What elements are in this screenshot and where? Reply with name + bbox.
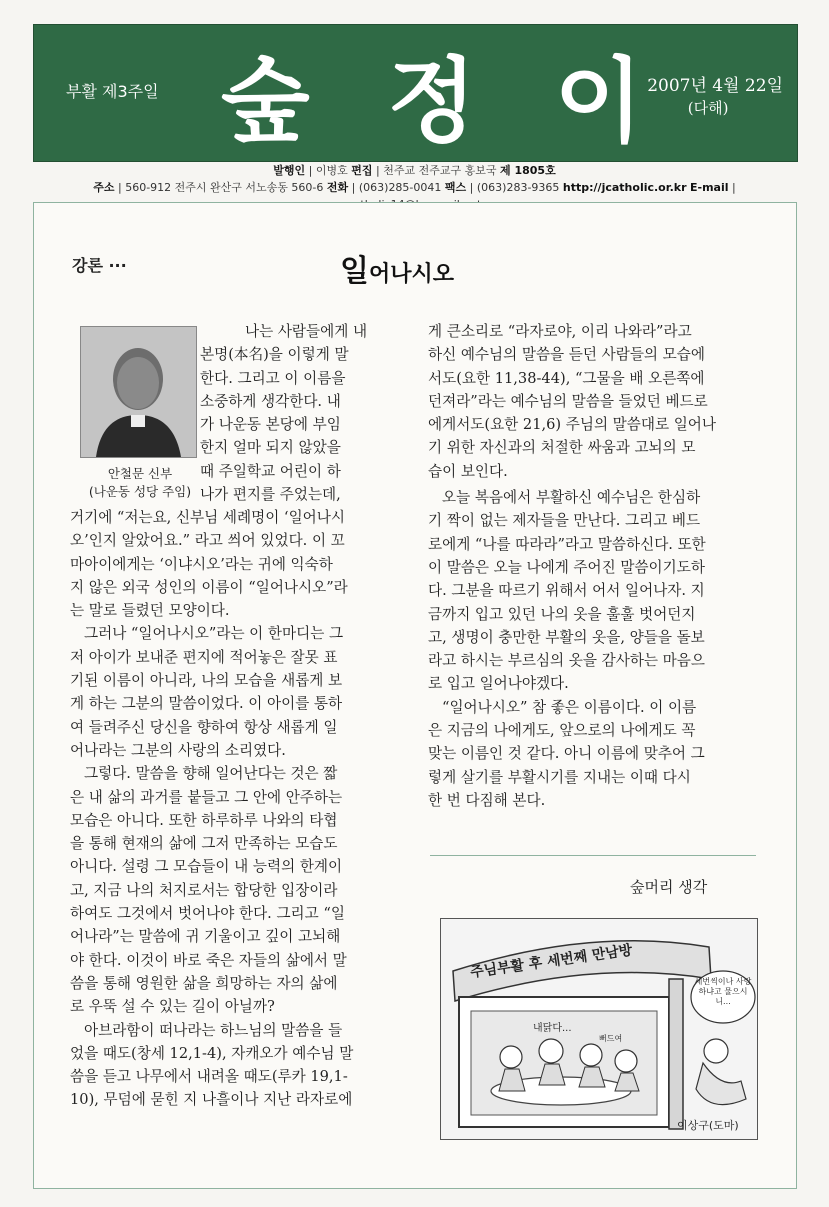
- author-portrait-icon: [81, 327, 196, 457]
- right-column: [428, 320, 758, 812]
- text-line: 다. 그분을 따르기 위해서 어서 일어나자. 지: [428, 582, 705, 600]
- text-line: 가 나운동 본당에 부임: [200, 416, 341, 434]
- text-line: 아브라함이 떠나라는 하느님의 말씀을 들: [84, 1021, 343, 1039]
- text-line: 그러나 “일어나시오”라는 이 한마디는 그: [84, 625, 344, 643]
- text-line: 서도(요한 11,38-44), “그물을 배 오른쪽에: [428, 369, 705, 387]
- text-line: 로 입고 일어나야겠다.: [428, 675, 569, 693]
- text-line: 로에게 “나를 따라라”라고 말씀하신다. 또한: [428, 535, 706, 553]
- email-label: E-mail: [690, 181, 729, 194]
- text-line: 10), 무덤에 묻힌 지 나흘이나 지난 라자로에: [70, 1091, 353, 1109]
- masthead: [33, 24, 798, 162]
- left-column-wrap: [200, 320, 390, 506]
- text-line: 오늘 복음에서 부활하신 예수님은 한심하: [442, 489, 701, 507]
- text-line: 이 말씀은 오늘 나에게 주어진 말씀이기도하: [428, 558, 705, 576]
- issue-number: 제 1805호: [500, 164, 556, 177]
- publisher-label: 발행인: [273, 164, 306, 177]
- text-line: 오’인지 알았어요.” 라고 씌어 있었다. 이 꼬: [70, 532, 345, 550]
- text-line: 은 내 삶의 과거를 붙들고 그 안에 안주하는: [70, 788, 343, 806]
- comic-speech-3: 세번씩이나 사랑하냐고 물으시니...: [694, 977, 752, 1006]
- text-line: 렇게 살기를 부활시기를 지내는 이때 다시: [428, 768, 691, 786]
- text-line: 아니다. 설령 그 모습들이 내 능력의 한계이: [70, 858, 343, 876]
- text-line: 하여도 그것에서 벗어나야 한다. 그리고 “일: [70, 905, 345, 923]
- text-line: 에게서도(요한 21,6) 주님의 말씀대로 일어나: [428, 416, 716, 434]
- phone-label: 전화: [326, 181, 349, 194]
- text-line: 고, 지금 나의 처지로서는 합당한 입장이라: [70, 881, 338, 899]
- text-line: 거기에 “저는요, 신부님 세례명이 ‘일어나시: [70, 509, 345, 526]
- text-line: 기된 이름이 아니라, 나의 모습을 새롭게 보: [70, 672, 343, 690]
- liturgical-cycle: (다해): [687, 99, 729, 117]
- text-line: 게 큰소리로 “라자로야, 이리 나와라”라고: [428, 323, 692, 340]
- address: 560-912 전주시 완산구 서노송동 560-6: [125, 181, 324, 194]
- text-line: 은 지금의 나에게도, 앞으로의 나에게도 꼭: [428, 722, 696, 740]
- text-line: 금까지 입고 있던 나의 옷을 훌훌 벗어던지: [428, 605, 696, 623]
- author-caption: [70, 465, 210, 501]
- text-line: 어나라”는 말씀에 귀 기울이고 깊이 고뇌해: [70, 928, 341, 946]
- text-line: “일어나시오” 참 좋은 이름이다. 이 이름: [442, 698, 697, 716]
- text-line: 마아이에게는 ‘이냐시오’라는 귀에 익숙하: [70, 555, 333, 573]
- text-line: 때 주일학교 어린이 하: [200, 462, 341, 480]
- editor: 천주교 전주교구 홍보국: [383, 164, 497, 177]
- liturgical-week: 부활 제3주일: [66, 82, 159, 101]
- cartoon: [440, 918, 758, 1140]
- text-line: 습이 보인다.: [428, 462, 508, 480]
- column-divider: [430, 855, 756, 856]
- text-line: 소중하게 생각한다. 내: [200, 392, 341, 410]
- fax-label: 팩스: [444, 181, 467, 194]
- left-column: [70, 506, 400, 1112]
- text-line: 모습은 아니다. 또한 하루하루 나와의 타협: [70, 811, 338, 829]
- text-line: 하신 예수님의 말씀을 듣던 사람들의 모습에: [428, 346, 705, 364]
- text-line: 던져라”라는 예수님의 말씀을 들었던 베드로: [428, 392, 708, 410]
- text-line: 어나라는 그분의 사랑의 소리였다.: [70, 741, 286, 759]
- comic-section-title: 숲머리 생각: [630, 878, 708, 896]
- title-rest: 어나시오: [368, 262, 454, 287]
- address-label: 주소: [93, 181, 115, 194]
- text-line: 씀을 통해 영원한 삶을 희망하는 자의 삶에: [70, 974, 338, 992]
- text-line: 게 하는 그분의 말씀이었다. 이 아이를 통하: [70, 695, 343, 713]
- phone: (063)285-0041: [358, 181, 442, 194]
- text-line: 씀을 듣고 나무에서 내려올 때도(루카 19,1-: [70, 1068, 348, 1086]
- text-line: 을 통해 현재의 삶에 그저 만족하는 모습도: [70, 835, 338, 853]
- text-line: 라고 하시는 부르심의 옷을 감사하는 마음으: [428, 652, 705, 670]
- editor-label: 편집: [351, 164, 373, 177]
- article-title: [340, 246, 454, 290]
- text-line: 기 위한 자신과의 처절한 싸움과 고뇌의 모: [428, 439, 696, 457]
- author-photo: [80, 326, 197, 458]
- title-first-char: 일: [340, 254, 369, 289]
- title-char: 숲: [220, 48, 314, 155]
- cartoon-illustration-icon: [441, 919, 757, 1139]
- comic-speech-1: 내닭다...: [533, 1023, 572, 1034]
- website-link[interactable]: http://jcatholic.or.kr: [562, 181, 687, 194]
- text-line: 여 들려주신 당신을 향하여 항상 새롭게 일: [70, 718, 338, 736]
- text-line: 지 않은 외국 성인의 이름이 “일어나시오”라: [70, 578, 348, 596]
- author-parish: (나운동 성당 주임): [88, 484, 192, 499]
- text-line: 그렇다. 말씀을 향해 일어난다는 것은 짧: [84, 765, 338, 783]
- text-line: 야 한다. 이것이 바로 죽은 자들의 삶에서 말: [70, 951, 347, 969]
- pubinfo-line-1: 발행인 | 이병호 편집 | 천주교 전주교구 홍보국 제 1805호: [273, 164, 556, 177]
- newsletter-title: [184, 39, 684, 155]
- issue-date: [647, 75, 783, 119]
- text-line: 로 우뚝 설 수 있는 길이 아닐까?: [70, 998, 275, 1016]
- text-line: 맞는 이름인 것 같다. 아니 이름에 맞추어 그: [428, 745, 705, 763]
- author-name: 안철문 신부: [107, 466, 173, 481]
- text-line: 기 짝이 없는 제자들을 만난다. 그리고 베드: [428, 512, 701, 530]
- publisher: 이병호: [315, 164, 348, 177]
- text-line: 고, 생명이 충만한 부활의 옷을, 양들을 돌보: [428, 628, 705, 646]
- comic-banner: 주님부활 후 세번째 만남방: [469, 942, 634, 981]
- comic-author: 이상구(도마): [677, 1119, 739, 1132]
- comic-speech-2: 뻐드여: [599, 1034, 623, 1043]
- text-line: 었을 때도(창세 12,1-4), 자캐오가 예수님 말: [70, 1044, 354, 1062]
- text-line: 한 번 다짐해 본다.: [428, 791, 546, 809]
- text-line: 한다. 그리고 이 이름을: [200, 369, 346, 387]
- pubinfo-line-2: 주소 | 560-912 전주시 완산구 서노송동 560-6 전화 | (063)285-0041 팩스 | (063)283-9365 http://jcatholic.or.kr E-mail |: [33, 179, 796, 213]
- text-line: 저 아이가 보내준 편지에 적어놓은 잘못 표: [70, 648, 338, 666]
- title-char: 이: [554, 48, 648, 155]
- text-line: 나가 편지를 주었는데,: [200, 486, 341, 504]
- section-label: 강론 ···: [72, 256, 127, 275]
- text-line: 는 말로 들렸던 모양이다.: [70, 602, 230, 620]
- text-line: 본명(本名)을 이렇게 말: [200, 346, 349, 364]
- text-line: 나는 사람들에게 내: [245, 323, 368, 340]
- text-line: 한지 얼마 되지 않았을: [200, 439, 341, 457]
- title-char: 정: [387, 48, 481, 155]
- fax: (063)283-9365: [476, 181, 560, 194]
- date-text: 2007년 4월 22일: [647, 76, 783, 96]
